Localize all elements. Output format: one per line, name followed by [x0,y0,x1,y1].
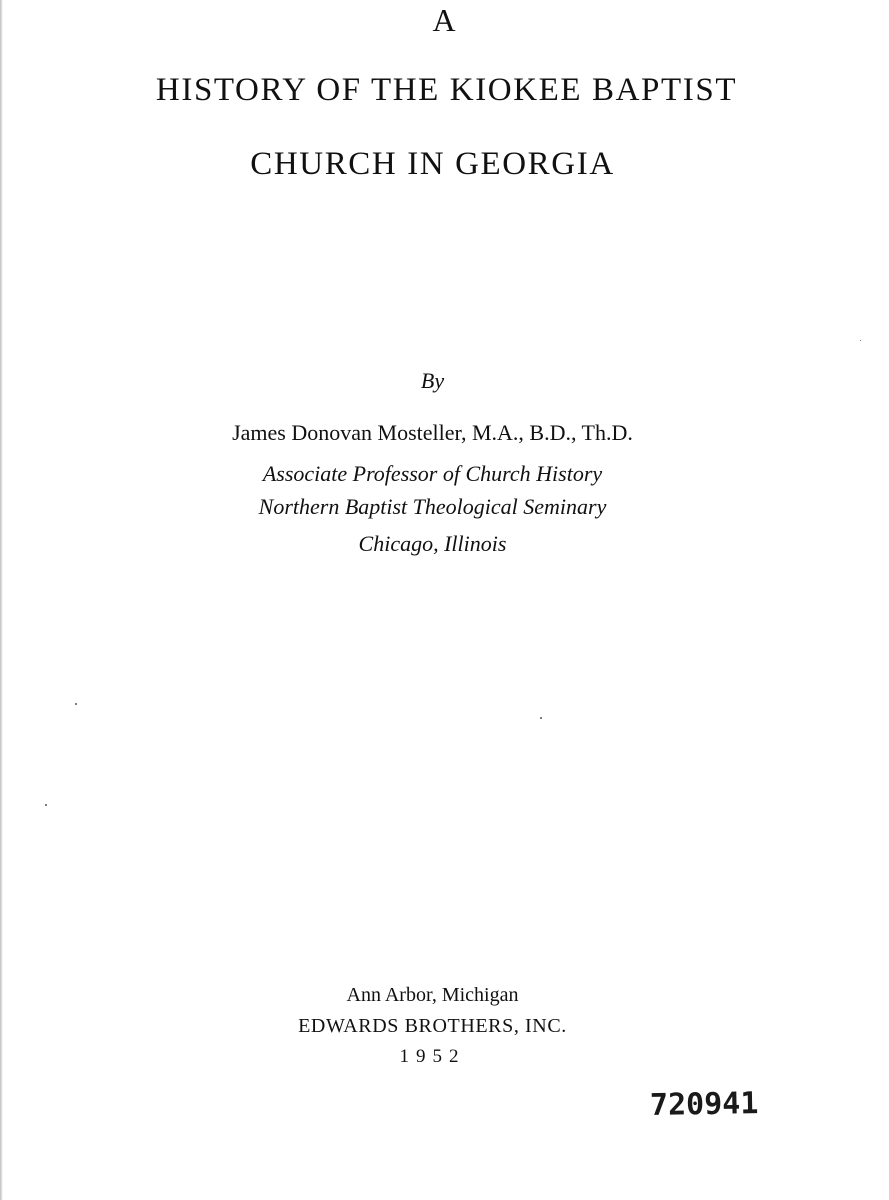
publication-year: 1952 [399,1046,466,1067]
author-location: Chicago, Illinois [358,531,507,556]
author-institution: Northern Baptist Theological Seminary [258,494,607,519]
title-line-1: HISTORY OF THE KIOKEE BAPTIST [155,72,738,108]
publisher-city: Ann Arbor, Michigan [346,984,519,1006]
author-position: Associate Professor of Church History [262,461,603,486]
accession-number-stamp: 720941 [649,1086,759,1123]
scan-speck [540,717,542,719]
scan-speck [45,804,47,806]
scan-speck [860,340,861,341]
title-line-2: CHURCH IN GEORGIA [250,146,615,182]
title-article: A [432,2,457,38]
publisher-name: EDWARDS BROTHERS, INC. [298,1015,567,1037]
by-label: By [420,368,445,393]
author-name: James Donovan Mosteller, M.A., B.D., Th.D. [232,420,633,445]
scan-speck [75,703,77,705]
